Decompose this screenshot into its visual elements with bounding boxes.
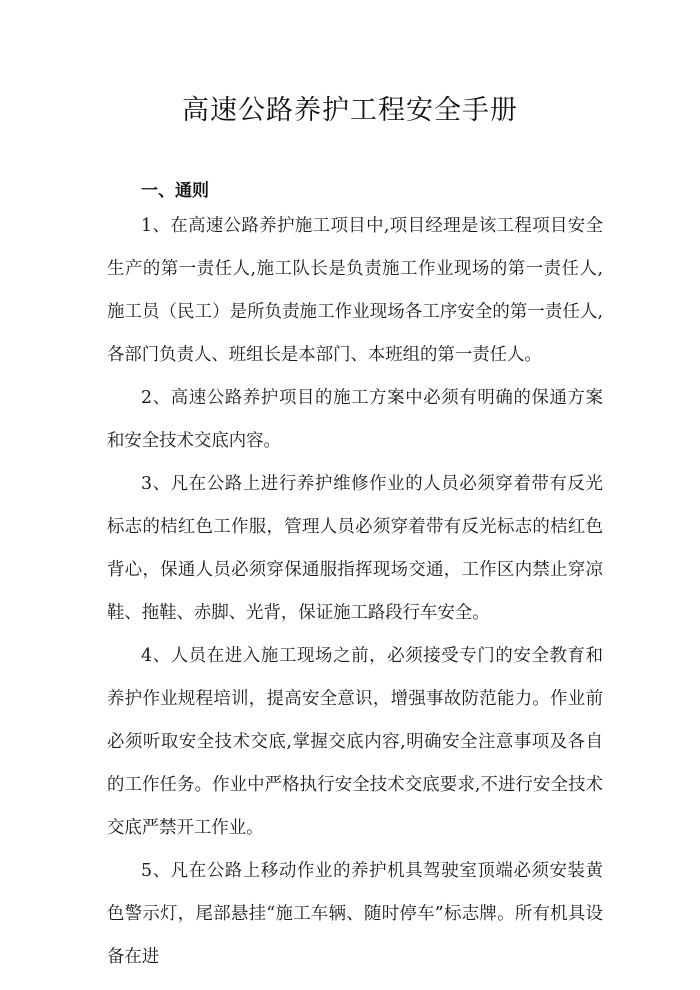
- document-title: 高速公路养护工程安全手册: [182, 95, 518, 126]
- paragraph-1: 1、在高速公路养护施工项目中,项目经理是该工程项目安全生产的第一责任人,施工队长是负责施工作业现场的第一责任人,施工员（民工）是所负责施工作业现场各工序安全的第一责任人,各部门负责人、班组长是本部门、本班组的第一责任人。: [107, 216, 603, 365]
- paragraph-3: 3、凡在公路上进行养护维修作业的人员必须穿着带有反光标志的桔红色工作服，管理人员必须穿着带有反光标志的桔红色背心，保通人员必须穿保通服指挥现场交通，工作区内禁止穿凉鞋、拖鞋、赤脚、光背，保证施工路段行车安全。: [107, 474, 603, 623]
- paragraph-5: 5、凡在公路上移动作业的养护机具驾驶室顶端必须安装黄色警示灯，尾部悬挂“施工车辆、随时停车”标志牌。所有机具设备在进: [107, 861, 603, 967]
- paragraph-2: 2、高速公路养护项目的施工方案中必须有明确的保通方案和安全技术交底内容。: [107, 388, 603, 451]
- section-heading: 一、通则: [141, 181, 209, 201]
- section-body: [107, 205, 603, 979]
- paragraph-4: 4、人员在进入施工现场之前，必须接受专门的安全教育和养护作业规程培训，提高安全意识，增强事故防范能力。作业前必须听取安全技术交底,掌握交底内容,明确安全注意事项及各自的工作任务。作业中严格执行安全技术交底要求,不进行安全技术交底严禁开工作业。: [107, 646, 603, 838]
